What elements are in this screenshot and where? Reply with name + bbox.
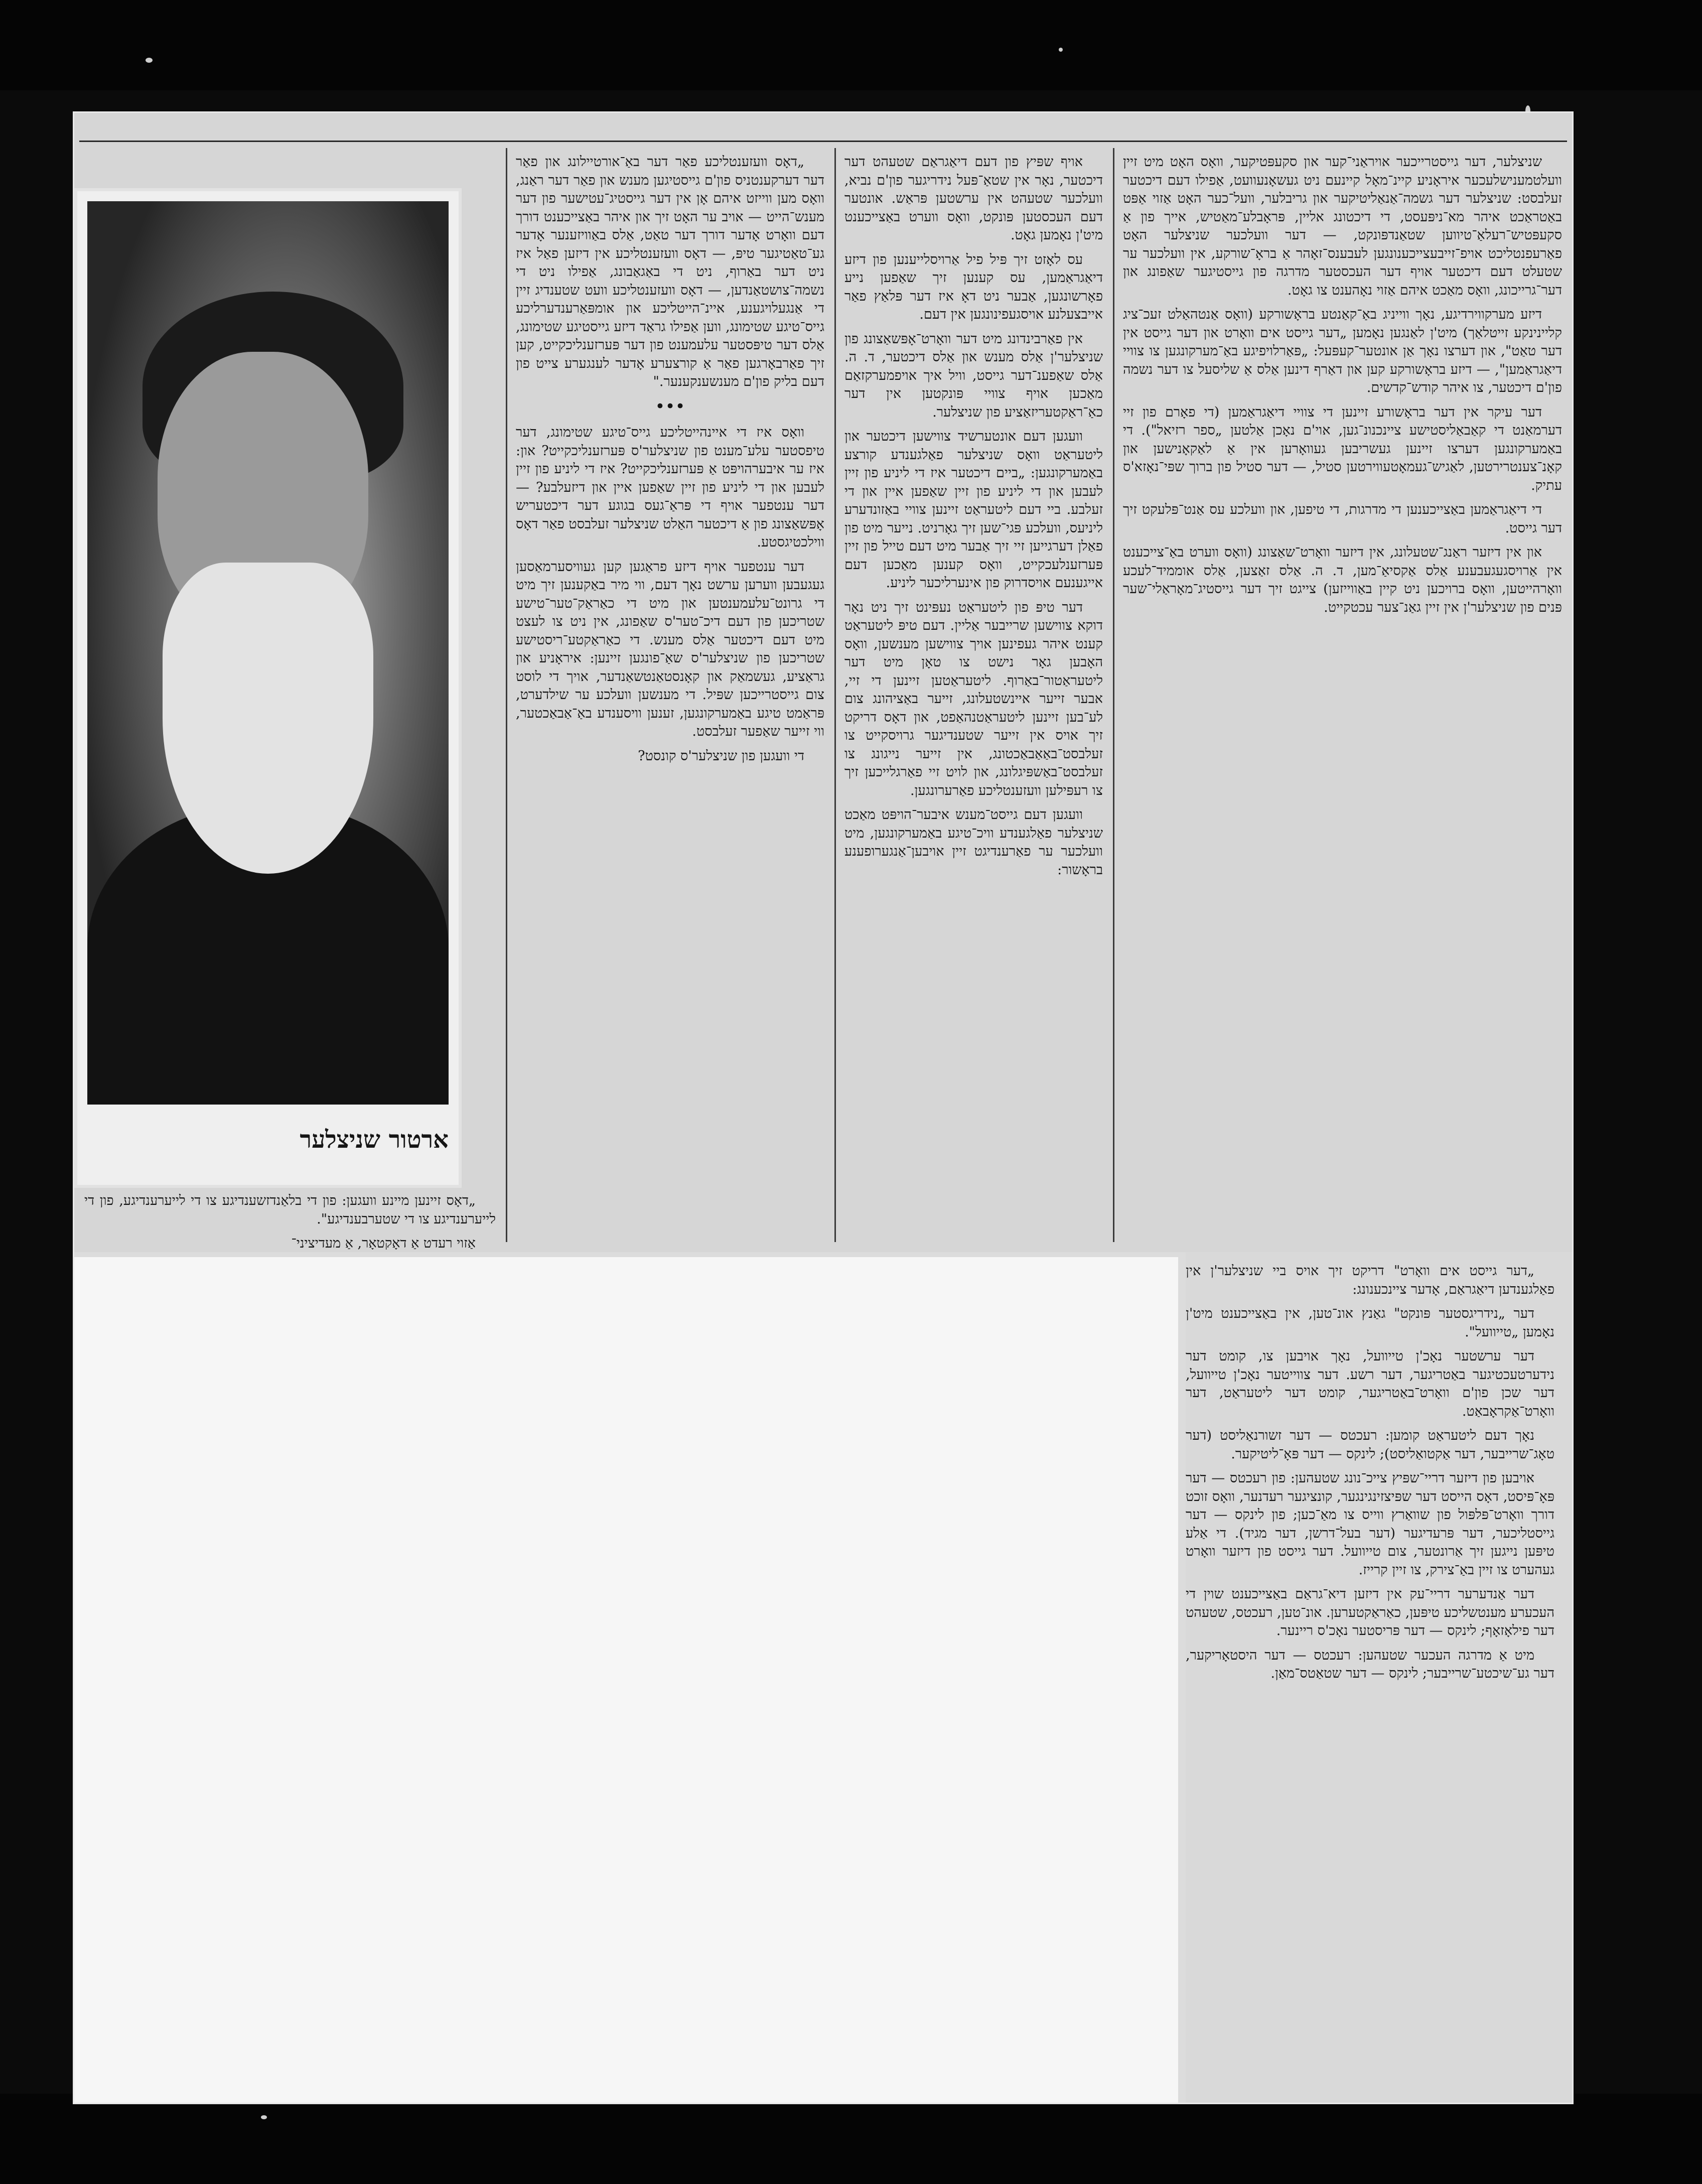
portrait-beard [163,563,373,874]
paragraph: וואָס איז די איינהייטליכע גייס־טיגע שטימונג, דער טיפסטער עלע־מענט פון שניצלער'ס פּערזענליכקייט? און: איז ער איבערהויפּט אַ פּערזענליכקייט? איז די ליניע פון זיין לעבען און די ליניע פון זיין שאַפען איין און דיזעלבע? — דער ענטפער אויף די פּראַ־געס בגוגע דער דיכטעריש אָפּשאַצונג פון אַ דיכטער האַלט שניצלער זעלבסט פאַר דאָס ווילכטיגסטע. [516,425,824,550]
paragraph: אין פאַרבינדונג מיט דער וואָרט־אָפּשאַצונג פון שניצלער'ן אַלס מענש און אַלס דיכטער, ד. ה. אַלס שאַפענ־דער גייסט, וויל איך אויפמערקזאַם מאַכען אויף צוויי פּונקטען אין דער כאַ־ראַקטעריזאַציע פון שניצלער. [844,331,1103,420]
portrait-frame [74,188,462,1188]
paragraph: וועגען דעם אונטערשיד צווישען דיכטער און ליטעראַט וואָס שניצלער פאַלגענדע קורצע באַמערקונגען: „ביים דיכטער איז די ליניע פון זיין לעבען און די ליניע פון זיין שאַפען איין און די זעלבע. ביי דעם ליטעראַט זיינען צוויי באַזונדערע ליניעס, וועלכע פּגי־שען זיך גאָרניט. נייער מיט פון פאַלן דערגייען זיי זיך אַבער מיט דעם טייל פון זיין פּערזענלעכקייט, וואָס קענען מאַכען דעם אייגענעם אויסדרוק פון אינערליכער ליניע. [844,429,1103,591]
paragraph: דער טיפּ פון ליטעראַט נעפּינט זיך ניט נאָר דוקא צווישען שרייבער אַליין. דעם טיפּ ליטעראַט קענט איהר געפינען אויך צווישען מענשען, וואָס האָבען גאָר נישט צו טאָן מיט דער ליטעראַטור־באַרוף. ליטעראַטען זיינען די זיי, אבער זייער איינשטעלונג, זייער באַציהונג צום לע־בען זיינען ליטעראַטנהאַפט, און דאָס דריקט זיך אויס אין זייער שטענדיגער גרויסקייט צו זעלבסט־באַאַבאַכטונג, אין זייער נייגונג צו זעלבסט־באַשפּיגלונג, און לויט זיי פאַרגלייכען זיך צו רעפּילען וועזענטליכע פאַרערונגען. [844,599,1103,798]
paragraph: אויבען פון דיזער דריי־שפּיץ צייכ־נונג שטעהען: פון רעכטס — דער פּאָ־פּיסט, דאָס הייסט דער שפּיצזינגינגער, קונציגער רעדנער, וואָס זוכט דורך וואָרט־פּלפּול פון שוואַרץ ווייס צו מאַ־כען; פון לינקס — דער גייסטליכער, דער פּרעדיגער (דער בעל־דרשן, דער מגיד). די אַלע טיפּען נייגען זיך אַרונטער, צום טייוועל. דער גייסט פון דיזער וואָרט געהערט צו זיין באַ־צירק, צו זיין קרייז. [1186,1470,1554,1578]
paragraph: עס לאָזט זיך פּיל פיל אַרויסלייענען פון דיזע דיאַגראַמען, עס קענען זיך שאַפען נייע פאָרשונגען, אַבער ניט דאָ איז דער פּלאַץ פאַר אייבצעלנע אויסגעפינונגען אין דעם. [844,251,1103,322]
film-speck [146,58,153,63]
paragraph: דער ענטפער אויף דיזע פראַגען קען געוויסערמאַסען געגעבען ווערען ערשט נאָך דעם, ווי מיר באַקענען זיך מיט די גרונט־עלעמענטען און מיט די כאַראַק־טער־טישע שטריכען פון דעם דיכ־טער'ס שאַפונג, אין ניט צו לעצט מיט דעם דיכטער אַלס מענש. די כאַראַקטע־ריסטישע שטריכען פון שניצלער'ס שאַ־פונגען זיינען: איראָניע און גראַציע, געשמאַק און קאָנסטאַנטשאַנדער, אויך די לוסט צום גייסטרייכען שפּיל. די מענשען וועלכע ער שילדערט, פּראַמט טיגע באַמערקונגען, זענען וויסענדע באַ־אַבאַכטער, ווי זייער שאַפער זעלבסט. [516,559,824,739]
paragraph: שניצלער, דער גייסטרייכער אויראַני־קער און סקעפּטיקער, וואָס האָט מיט זיין וועלטמענישלעכער איראָניע קיינ־מאָל קיינעם ניט געשאָנעוועט, אַפילו דעם דיכטער זעלבסט: שניצלער דער גשמה־אַנאַליטיקער און גריבלער, וועל־כער האָט אַזוי אַפּט באַטראַכט איהר מא־ניפּעסט, די דיכטונג אליין, פּראָבלע־מאַטיש, אייך פון אַ סקעפּטיש־רעלאַ־טיווען שטאַנדפּונקט, — דער וועלכער שניצלער האָט פאַרעפנטליכט אויפ־זייבעצייכענונגען לעבענס־זאָהר אַ בראָ־שורקע, אין וועלכער ער שטעלט דעם דיכטער אויף דער העכסטער מדרגה פון גייסטיגער שאַפונג און דער־גרייכונג, וואָס מאַכט איהם אַזוי נאָהענט צו גאָט. [1123,154,1562,298]
film-edge-bottom [0,2094,1702,2184]
paragraph: וועגען דעם גייסט־מענש איבער־הויפּט מאַכט שניצלער פאַלגענדע וויכ־טיגע באַמערקונגען, מיט וועלכער ער פאַרענדיגט זיין אויבען־אַנגערופענע בראָשור: [844,807,1103,878]
paragraph: אויף שפּיץ פון דעם דיאַגראַם שטעהט דער דיכטער, נאָר אין שטאַ־פּעל נידריגער פון'ם נביא, וועלכער שטעהט אין ערשטען פּראַש. אונטער דעם העכסטען פּונקט, וואָס ווערט באַצייכענט מיט'ן נאָמען גאָט. [844,154,1103,243]
paragraph: די וועגען פון שניצלער'ס קונסט? [638,748,804,764]
paragraph: „דער גייסט אים וואָרט" דריקט זיך אויס ביי שניצלער'ן אין פאַלגענדען דיאַגראַם, אָדער ציינכענונג: [1186,1263,1554,1297]
portrait-caption: ארטור שניצלער [300,1126,449,1154]
continuation-strip [1186,1252,1572,2103]
article-column-1 [1123,153,1562,1247]
newspaper-page [74,113,1572,2103]
article-column-5 [1186,1252,1564,2105]
article-column-2 [844,153,1103,1247]
article-column-4 [84,1192,496,1250]
article-clipping [74,113,1572,1252]
paragraph: דער „נידריגסטער פּונקט" גאַנץ אונ־טען, אין באַצייכענט מיט'ן נאָמען „טייוועל". [1186,1306,1554,1340]
top-rule [79,141,1567,142]
paragraph: דער אַנדערער דריי־עק אין דיזען דיא־גראַם באַצייכענט שוין די העכערע מענטשליכע טיפּען, כאַראַקטערען. אונ־טען, רעכטס, שטעהט דער פילאָזאָף; לינקס — דער פּריסטער נאָכ'ס ריינער. [1186,1586,1554,1639]
section-separator: ••• [655,396,685,417]
paragraph: „דאָס וועזענטליכע פאַר דער באַ־אורטיילונג און פאַר דער דערקענטניס פון'ם גייסטיגען מענש און פאַר דער ראַנג, וואָס מען ווייזט איהם אָן אין דער גייסטיג־עטישער פון דער מענש־הייט — אויב ער האָט זיך און איהר באַצייכענט דורך דעם וואָרט אָדער דורך דער טאַט, אַלס באַוויזענער אָדער גע־טאַטיגער טיפּ, — דאָס וועזענטליכע אין דיזען פאַל איז ניט דער באַרוף, ניט די באַגאַבונג, אַפילו ניט די נשמה־צושטאַנדען, — דאָס וועזענטליכע וועט שטענדיג זיין די אַנגעלויגענע, איינ־הייטליכע און אומפּאַרענדערליכע גייס־טיגע שטימונג, ווען אַפילו גראַד דיזע גייסטיגע שטימונג, אַלס דער טיפּסטער עלעמענט פון דער פּערזענליכקייט, קען זיך פאַרבאָרגען פאַר אַ קורצערע אָדער לענגערע צייט פון דעם בליק פון'ם מענשענקענער." [516,154,824,389]
article-column-3 [516,153,824,1247]
film-speck [1059,48,1063,52]
film-speck [261,2115,267,2119]
column-rule [506,148,507,1242]
paragraph: דער ערשטער נאָכ'ן טייוועל, נאָך אויבען צו, קומט דער נידערטעכטיגער באַטריגער, דער רשע. דער צווייטער נאָכ'ן טייוועל, דער שכן פון'ם וואָרט־באַטריגער, קומט דער ליטעראַט, דער וואָרט־אַקראָבאַט. [1186,1348,1554,1419]
column-rule [1113,148,1114,1242]
paragraph: מיט אַ מדרגה העכער שטעהען: רעכטס — דער היסטאָריקער, דער גע־שיכטע־שרייבער; לינקס — דער שטאַטס־מאַן. [1186,1647,1554,1681]
paragraph: און אין דיזער ראַנג־שטעלונג, אין דיזער וואָרט־שאַצונג (וואָס ווערט באַ־צייכענט אין אַרויסגעגעבענע אַלס אַקסיאַ־מען, ד. ה. אַלס זאַצען, אַלס אוממיד־לעכע וואָרהייטען, וואָס ברויכען ניט קיין באַווייזען) צייגט זיך דער גייסטיג־מאָראַלי־שער פּנים פון שניצלער'ן אין זיין גאַנ־צער עכטקייט. [1123,544,1562,615]
paragraph: נאָך דעם ליטעראַט קומען: רעכטס — דער זשורנאַליסט (דער טאָג־שרייבער, דער אַקטואַליסט); לינקס — דער פּאָ־ליטיקער. [1186,1428,1554,1462]
blank-region [74,1257,1178,2103]
paragraph: דיזע מערקווירדיגע, נאָך ווייניג באַ־קאַנטע בראָשורקע (וואָס אַנטהאַלט זעכ־ציג קליינינקע זייטלאַך) מיט'ן לאַנגען נאָמען „דער גייסט אים וואָרט און דער גייסט אין דער טאַט", און דערצו נאָך אַן אונטער־קעפּעל: „פּאַרלויפיגע באַ־מערקונגען צו צוויי דיאַגראַמען", — דיזע בראָשורקע קען און דאַרף דינען אַלס אַ שליסעל צו דער נשמה פון'ם דיכטער, צו איהר קודש־קדשים. [1123,307,1562,395]
paragraph: אַזוי רעדט אַ דאָקטאָר, אַ מעדיציני־ [291,1236,476,1250]
film-edge-top [0,0,1702,90]
paragraph: די דיאַגראַמען באַצייכענען די מדרגות, די טיפען, און וועלכע עס אַנט־פּלעקט זיך דער גייסט. [1123,502,1562,536]
paragraph: דער עיקר אין דער בראָשורע זיינען די צוויי דיאַגראַמען (די פאָרם פון זיי דערמאַנט די קאַבאַליסטישע ציינכנונ־גען, אוי'ם נאָכן אַלטען „ספר רזיאל"). די באַמערקונגען דערצו זיינען געשריבען געוואָרען אין אַ לאַקאָנישען און קאָנ־צענטרירטען, לאַגיש־געמאָטעווירטען סטיל, — דער סטיל פון ברוך שפּי־נאָזא'ס עתיק. [1123,404,1562,493]
paragraph: „דאָס זיינען מיינע וועגען: פון די בלאַנדזשענדיגע צו די לייערענדיגע, פון די לייערענדיגע צו די שטערבענדיגע". [84,1193,496,1227]
portrait-photo [87,201,449,1105]
column-rule [834,148,836,1242]
